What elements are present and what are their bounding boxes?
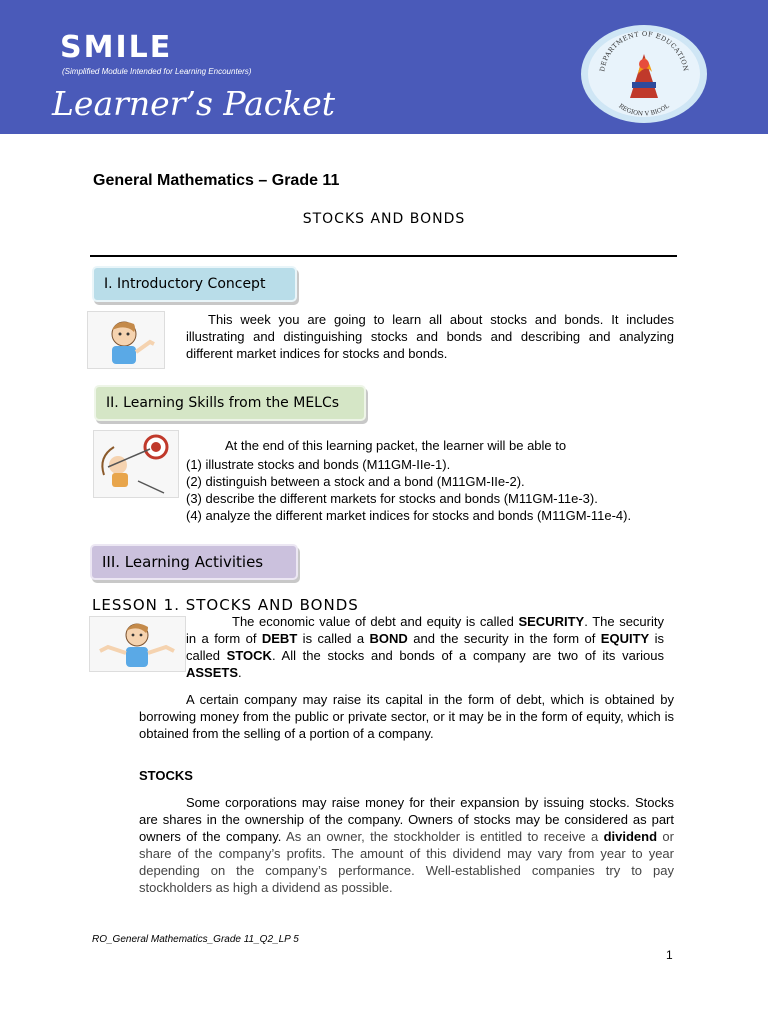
packet-title: Learner’s Packet	[52, 84, 336, 123]
brand-subtitle: (Simplified Module Intended for Learning Encounters)	[62, 67, 252, 76]
list-item: (3) describe the different markets for stocks and bonds (M11GM-11e-3).	[186, 491, 598, 506]
deped-seal-icon	[580, 24, 708, 124]
lesson-paragraph-stocks: Some corporations may raise money for their expansion by issuing stocks. Stocks are shares in the ownership of the company. Owners of stocks may be considered as part owners of the company. As an owner, the stockholder is entitled to receive a dividend or share of the company’s profits. The amount of this dividend may vary from year to year depending on the company’s performance. Well-established companies try to pay stockholders as high a dividend as possible.	[139, 795, 674, 895]
archer-illustration	[93, 430, 179, 498]
subject-title: General Mathematics – Grade 11	[93, 172, 340, 189]
svg-text:REGION V BICOL: REGION V BICOL	[617, 102, 671, 118]
lesson-title: LESSON 1. STOCKS AND BONDS	[92, 596, 359, 614]
section-activities-heading: III. Learning Activities	[90, 544, 298, 580]
page-number: 1	[666, 948, 673, 962]
melcs-list	[186, 456, 631, 524]
svg-text:DEPARTMENT OF EDUCATION: DEPARTMENT OF EDUCATION	[598, 29, 690, 73]
footer-code: RO_General Mathematics_Grade 11_Q2_LP 5	[92, 934, 299, 945]
section-melcs-heading: II. Learning Skills from the MELCs	[94, 385, 366, 421]
boy-pointing-illustration	[87, 311, 165, 369]
list-item: (1) illustrate stocks and bonds (M11GM-IIe-1).	[186, 457, 451, 472]
intro-paragraph: This week you are going to learn all about stocks and bonds. It includes illustrating and distinguishing stocks and bonds and describing and analyzing different market indices for stocks and bonds.	[186, 312, 674, 361]
topic-title: STOCKS AND BONDS	[302, 211, 466, 227]
divider	[90, 255, 677, 257]
lesson-paragraph-security: The economic value of debt and equity is called SECURITY. The security in a form of DEBT is called a BOND and the security in the form of EQUITY is called STOCK. All the stocks and bonds of a company are two of its various ASSETS.	[186, 614, 664, 680]
brand-title: SMILE	[60, 30, 173, 65]
stocks-heading: STOCKS	[139, 768, 193, 783]
list-item: (2) distinguish between a stock and a bond (M11GM-IIe-2).	[186, 474, 525, 489]
lesson-paragraph-capital: A certain company may raise its capital in the form of debt, which is obtained by borrowing money from the public or private sector, or it may be in the form of equity, which is obtained from the selling of a portion of a company.	[139, 692, 674, 741]
section-intro-heading: I. Introductory Concept	[92, 266, 297, 302]
list-item: (4) analyze the different market indices for stocks and bonds (M11GM-11e-4).	[186, 508, 632, 523]
melcs-lead: At the end of this learning packet, the learner will be able to	[225, 438, 567, 453]
boy-shrugging-illustration	[89, 616, 186, 672]
